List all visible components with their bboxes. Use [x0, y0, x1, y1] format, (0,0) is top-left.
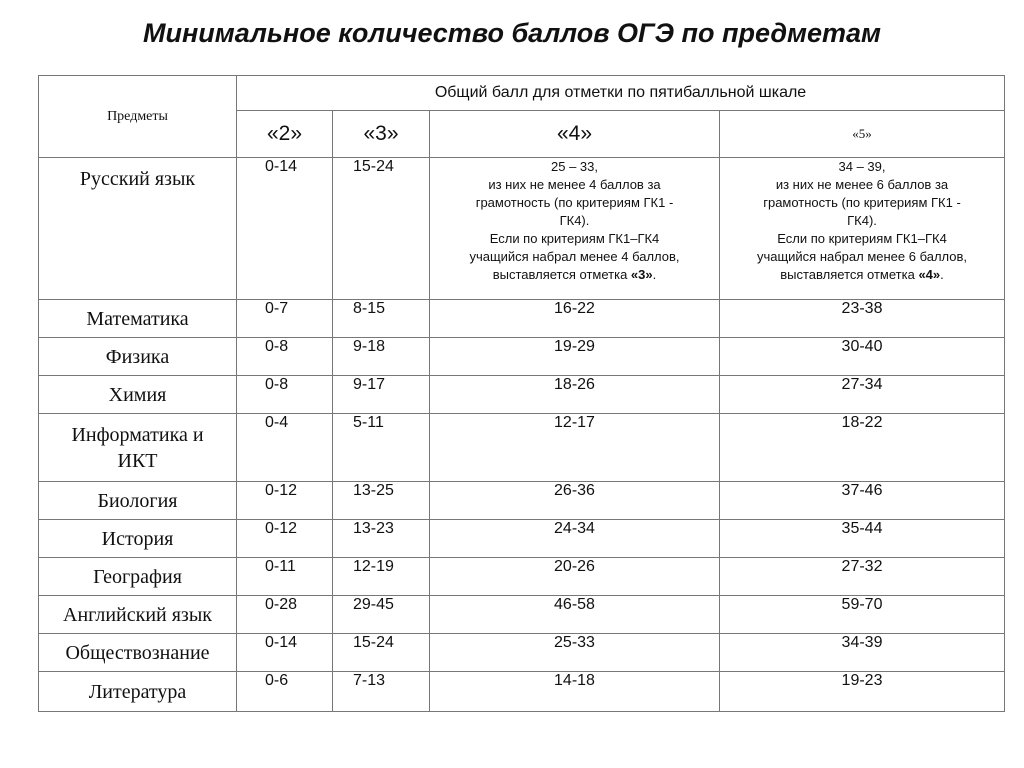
grade-3-cell: 5-11 [333, 414, 430, 482]
grade-3-header: «3» [333, 111, 430, 158]
grade-5-cell: 34-39 [720, 634, 1005, 672]
note-mark: «3» [630, 267, 653, 282]
table-row [39, 414, 1005, 482]
grade-5-cell: 19-23 [720, 672, 1005, 712]
scores-table [38, 75, 1005, 712]
note-line: 34 – 39, [838, 159, 886, 174]
grade-2-cell: 0-7 [237, 300, 333, 338]
note-line [430, 266, 719, 284]
grade-4-cell: 14-18 [430, 672, 720, 712]
table-row [39, 634, 1005, 672]
subject-line: ИКТ [117, 449, 158, 472]
note-line: Если по критериям ГК1–ГК4 [777, 231, 947, 246]
table-row [39, 596, 1005, 634]
grade-3-cell: 13-23 [333, 520, 430, 558]
note-line: 25 – 33, [551, 159, 598, 174]
note-text: выставляется отметка [780, 267, 919, 282]
grade-3-cell: 7-13 [333, 672, 430, 712]
subject-cell [39, 414, 237, 482]
note-text: выставляется отметка [492, 267, 631, 282]
grade-3-cell: 9-17 [333, 376, 430, 414]
grade-4-note [430, 158, 720, 300]
grade-2-cell: 0-12 [237, 520, 333, 558]
grade-3-cell: 13-25 [333, 482, 430, 520]
grade-5-note [720, 158, 1005, 300]
table-row [39, 558, 1005, 596]
subject-cell: Математика [39, 300, 237, 338]
grade-5-cell: 27-34 [720, 376, 1005, 414]
subject-cell: Химия [39, 376, 237, 414]
grade-5-header: «5» [720, 111, 1005, 158]
table-row [39, 482, 1005, 520]
note-line: ГК4). [559, 213, 590, 228]
grade-4-cell: 25-33 [430, 634, 720, 672]
grade-5-cell: 27-32 [720, 558, 1005, 596]
grade-2-cell: 0-4 [237, 414, 333, 482]
grade-3-cell: 9-18 [333, 338, 430, 376]
subject-cell: История [39, 520, 237, 558]
grade-3-cell: 15-24 [333, 634, 430, 672]
table-row [39, 672, 1005, 712]
grade-4-cell: 19-29 [430, 338, 720, 376]
grade-4-cell: 18-26 [430, 376, 720, 414]
grade-3-cell: 15-24 [333, 158, 430, 300]
table-row [39, 520, 1005, 558]
header-row [39, 76, 1005, 111]
note-line [720, 266, 1004, 284]
grade-4-cell: 16-22 [430, 300, 720, 338]
grade-3-cell: 29-45 [333, 596, 430, 634]
grade-4-cell: 20-26 [430, 558, 720, 596]
note-mark: «4» [918, 267, 941, 282]
grade-2-cell: 0-8 [237, 338, 333, 376]
grade-5-cell: 35-44 [720, 520, 1005, 558]
grade-5-cell: 37-46 [720, 482, 1005, 520]
grade-2-cell: 0-28 [237, 596, 333, 634]
note-line: из них не менее 6 баллов за [775, 177, 949, 192]
note-line: грамотность (по критериям ГК1 - [763, 195, 961, 210]
note-end: . [652, 267, 657, 282]
grade-4-header: «4» [430, 111, 720, 158]
subjects-header: Предметы [39, 76, 237, 158]
table-row [39, 158, 1005, 300]
note-line: ГК4). [847, 213, 877, 228]
scale-header: Общий балл для отметки по пятибалльной шкале [237, 76, 1005, 111]
subject-cell: Литература [39, 672, 237, 712]
grade-2-cell: 0-6 [237, 672, 333, 712]
subject-cell: Русский язык [39, 158, 237, 300]
page-title: Минимальное количество баллов ОГЭ по предметам [142, 18, 882, 48]
grade-2-header: «2» [237, 111, 333, 158]
grade-5-cell: 23-38 [720, 300, 1005, 338]
grade-2-cell: 0-14 [237, 158, 333, 300]
note-line: грамотность (по критериям ГК1 - [475, 195, 674, 210]
grade-4-cell: 12-17 [430, 414, 720, 482]
grade-5-cell: 59-70 [720, 596, 1005, 634]
grade-4-cell: 46-58 [430, 596, 720, 634]
grade-5-cell: 18-22 [720, 414, 1005, 482]
table-row [39, 300, 1005, 338]
grade-4-cell: 24-34 [430, 520, 720, 558]
subject-line: Информатика и [71, 423, 204, 446]
subject-cell: Физика [39, 338, 237, 376]
subject-cell: Биология [39, 482, 237, 520]
table-row [39, 338, 1005, 376]
grade-2-cell: 0-8 [237, 376, 333, 414]
grade-2-cell: 0-14 [237, 634, 333, 672]
subject-cell: География [39, 558, 237, 596]
note-line: учащийся набрал менее 6 баллов, [756, 249, 968, 264]
note-end: . [940, 267, 944, 282]
note-line: Если по критериям ГК1–ГК4 [489, 231, 660, 246]
grade-2-cell: 0-11 [237, 558, 333, 596]
grade-2-cell: 0-12 [237, 482, 333, 520]
grade-4-cell: 26-36 [430, 482, 720, 520]
grade-5-cell: 30-40 [720, 338, 1005, 376]
subject-cell: Обществознание [39, 634, 237, 672]
note-line: из них не менее 4 баллов за [488, 177, 661, 192]
grade-3-cell: 8-15 [333, 300, 430, 338]
subject-cell: Английский язык [39, 596, 237, 634]
note-line: учащийся набрал менее 4 баллов, [469, 249, 680, 264]
table-row [39, 376, 1005, 414]
grade-3-cell: 12-19 [333, 558, 430, 596]
